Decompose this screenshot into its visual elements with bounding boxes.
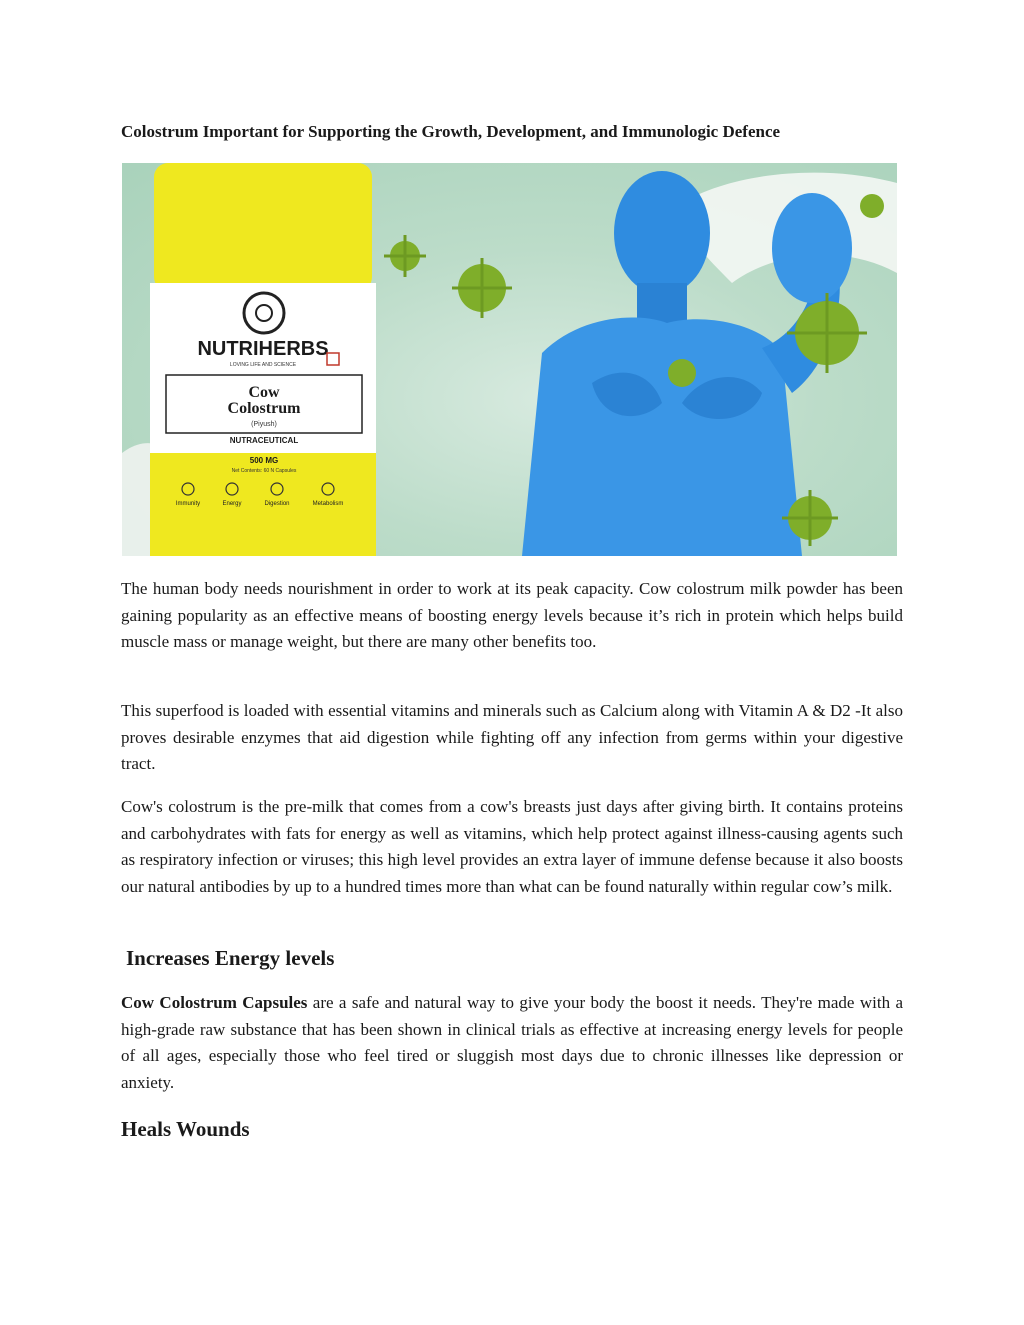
benefit-immunity: Immunity (175, 501, 201, 507)
brand-name: NUTRIHERBS (197, 338, 329, 360)
paragraph-energy-text: are a safe and natural way to give your body the boost it needs. They're made with a high-grade raw substance that has been shown in clinical trials as effective at increasing energy levels for people of all ages, especially those who feel tired or sluggish most days due to chronic illnesses like depression or anxiety. (121, 993, 903, 1092)
benefit-metabolism: Metabolism (312, 501, 344, 507)
product-line2: Colostrum (227, 400, 301, 417)
net-contents: Net Contents: 60 N Capsules (231, 468, 297, 474)
paragraph-3: Cow's colostrum is the pre-milk that comes from a cow's breasts just days after giving birth. It contains proteins and carbohydrates with fats for energy as well as vitamins, which help protect against illness-causing agents such as respiratory infection or viruses; this high level provides an extra layer of immune defense because it also boosts our natural antibodies by up to a hundred times more than what can be found naturally within regular cow’s milk. (121, 797, 903, 896)
page-title: Colostrum Important for Supporting the Growth, Development, and Immunologic Defence (121, 122, 781, 141)
product-line1: Cow (248, 384, 280, 401)
paragraph-1: The human body needs nourishment in order to work at its peak capacity. Cow colostrum milk powder has been gaining popularity as an effective means of boosting energy levels because it’s rich in protein which helps build muscle mass or manage weight, but there are many other benefits too. (121, 579, 903, 651)
product-jar (150, 163, 376, 556)
product-dosage: 500 MG (249, 456, 279, 465)
paragraph-energy (121, 990, 903, 1096)
hero-illustration (122, 163, 897, 556)
product-category: NUTRACEUTICAL (229, 436, 299, 445)
section-heading-energy: Increases Energy levels (126, 946, 335, 970)
benefit-digestion: Digestion (264, 501, 290, 507)
bold-lead: Cow Colostrum Capsules (121, 993, 308, 1012)
hero-image (122, 163, 897, 556)
section-heading-wounds: Heals Wounds (121, 1117, 250, 1141)
benefit-energy: Energy (222, 501, 242, 507)
product-subtitle: (Piyush) (251, 421, 277, 428)
paragraph-2: This superfood is loaded with essential vitamins and minerals such as Calcium along with Vitamin A & D2 -It also proves desirable enzymes that aid digestion while fighting off any infection from germs within your digestive tract. (121, 701, 903, 773)
brand-tagline: LOVING LIFE AND SCIENCE (229, 362, 297, 368)
